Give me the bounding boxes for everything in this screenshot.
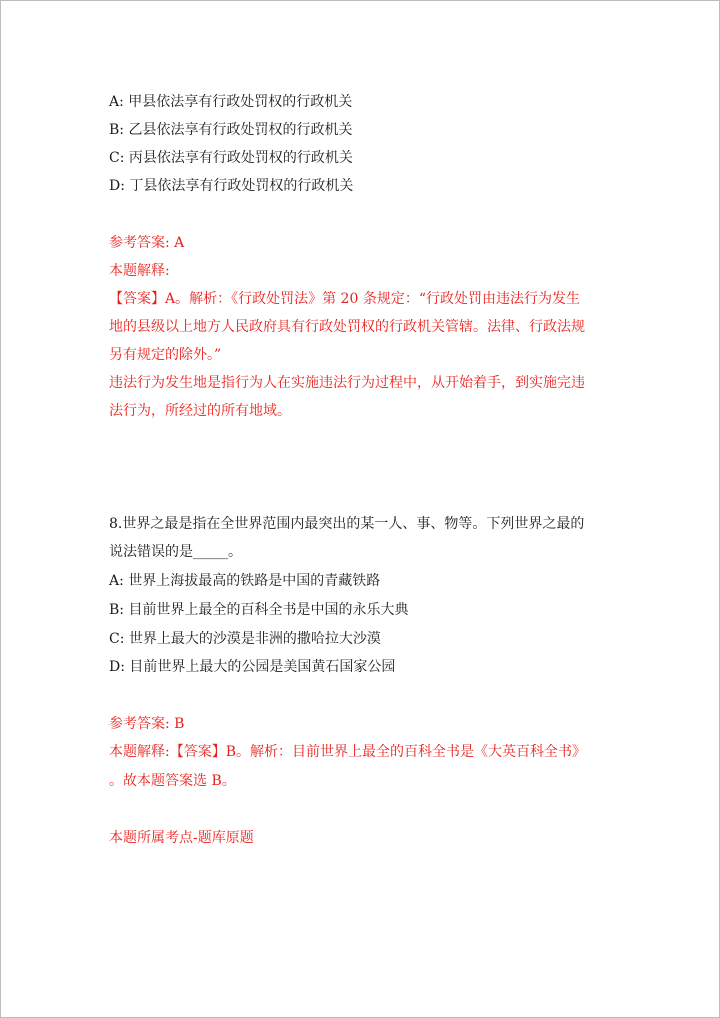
q7-explain-line-5: 法行为，所经过的所有地域。 — [109, 403, 291, 419]
q7-option-a: A: 甲县依法享有行政处罚权的行政机关 — [109, 94, 353, 110]
q7-explain-line-4: 违法行为发生地是指行为人在实施违法行为过程中，从开始着手，到实施完违 — [109, 375, 585, 391]
q8-stem-line-1: 8.世界之最是指在全世界范围内最突出的某一人、事、物等。下列世界之最的 — [109, 516, 585, 532]
q7-answer: 参考答案: A — [109, 235, 185, 251]
q7-explain-line-2: 地的县级以上地方人民政府具有行政处罚权的行政机关管辖。法律、行政法规 — [109, 319, 585, 335]
q7-option-b: B: 乙县依法享有行政处罚权的行政机关 — [109, 122, 353, 138]
q8-option-a: A: 世界上海拔最高的铁路是中国的青藏铁路 — [109, 573, 381, 589]
q7-option-c: C: 丙县依法享有行政处罚权的行政机关 — [109, 150, 353, 166]
q7-option-d: D: 丁县依法享有行政处罚权的行政机关 — [109, 178, 354, 194]
q8-stem-line-2: 说法错误的是_____。 — [109, 544, 242, 560]
q7-explain-line-1: 【答案】A。解析：《行政处罚法》第 20 条规定：“行政处罚由违法行为发生 — [109, 291, 580, 307]
q8-explain-line-1: 本题解释:【答案】B。解析：目前世界上最全的百科全书是《大英百科全书》 — [109, 744, 587, 760]
topic-note: 本题所属考点-题库原题 — [109, 830, 254, 846]
q8-option-c: C: 世界上最大的沙漠是非洲的撒哈拉大沙漠 — [109, 631, 381, 647]
q7-explain-label: 本题解释: — [109, 263, 170, 279]
q7-explain-line-3: 另有规定的除外。” — [109, 347, 222, 363]
q8-option-d: D: 目前世界上最大的公园是美国黄石国家公园 — [109, 659, 396, 675]
q8-answer: 参考答案: B — [109, 716, 185, 732]
q8-explain-line-2: 。故本题答案选 B。 — [109, 773, 236, 789]
q8-option-b: B: 目前世界上最全的百科全书是中国的永乐大典 — [109, 602, 409, 618]
